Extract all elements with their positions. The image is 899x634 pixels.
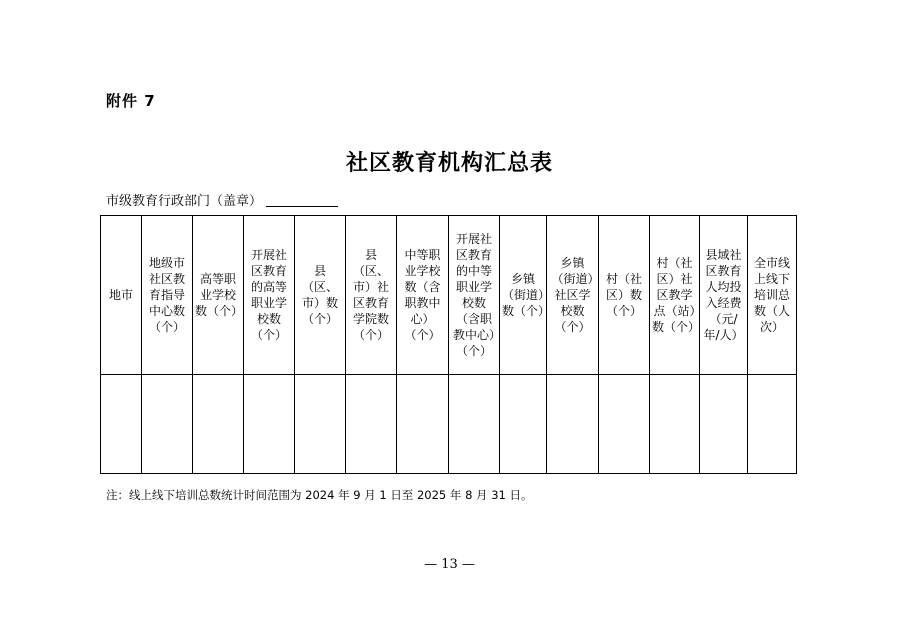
page-title: 社区教育机构汇总表 [345, 150, 553, 176]
column-header: 地级市社区教育指导中心数（个） [142, 216, 193, 375]
department-line [106, 190, 338, 209]
table-header-row [101, 216, 797, 375]
table-cell [397, 375, 449, 474]
column-header: 中等职业学校数（含职教中心）（个） [397, 216, 449, 375]
column-header: 地市 [101, 216, 142, 375]
table-row [101, 375, 797, 474]
column-header: 县域社区教育人均投入经费（元/年/人） [700, 216, 748, 375]
table-cell [500, 375, 547, 474]
column-header: 高等职业学校数（个） [193, 216, 244, 375]
table-cell [700, 375, 748, 474]
column-header: 开展社区教育的高等职业学校数（个） [244, 216, 295, 375]
table-cell [193, 375, 244, 474]
column-header: 村（社区）数（个） [599, 216, 650, 375]
column-header: 县（区、市）社区教育学院数（个） [346, 216, 397, 375]
table-cell [346, 375, 397, 474]
summary-table [100, 215, 797, 474]
column-header: 全市线上线下培训总数（人次） [748, 216, 797, 375]
table-cell [295, 375, 346, 474]
table-cell [599, 375, 650, 474]
column-header: 开展社区教育的中等职业学校数（含职教中心）（个） [449, 216, 500, 375]
table-cell [650, 375, 700, 474]
table-cell [142, 375, 193, 474]
column-header: 县（区、市）数（个） [295, 216, 346, 375]
table-cell [244, 375, 295, 474]
table-cell [547, 375, 599, 474]
page-number: — 13 — [424, 557, 475, 572]
department-label: 市级教育行政部门（盖章） [106, 194, 263, 209]
column-header: 村（社区）社区教学点（站）数（个） [650, 216, 700, 375]
footnote: 注：线上线下培训总数统计时间范围为 2024 年 9 月 1 日至 2025 年 8 月 31 日。 [106, 488, 533, 502]
column-header: 乡镇（街道）数（个） [500, 216, 547, 375]
table-cell [449, 375, 500, 474]
table-cell [748, 375, 797, 474]
table-cell [101, 375, 142, 474]
attachment-label: 附件 7 [106, 92, 156, 110]
department-signature-blank [266, 193, 338, 207]
column-header: 乡镇（街道）社区学校数（个） [547, 216, 599, 375]
